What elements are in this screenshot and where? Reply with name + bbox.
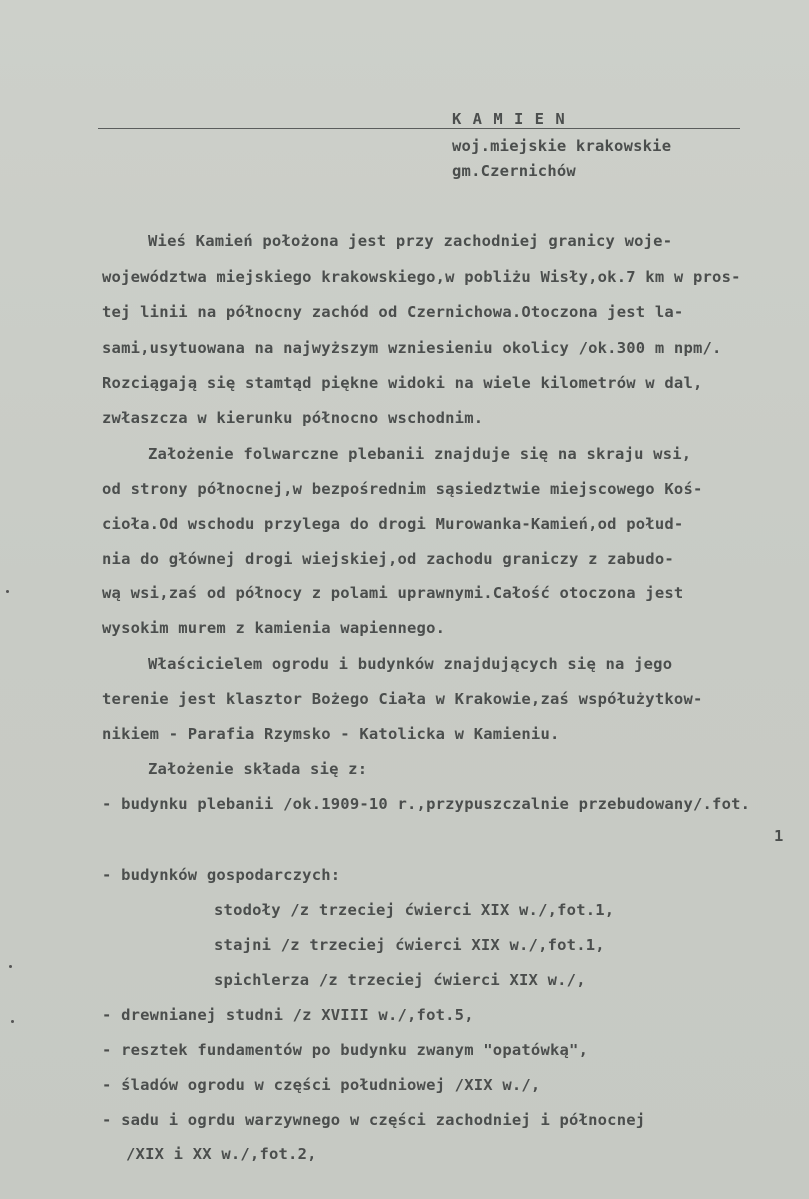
p2-line-1: Założenie folwarczne plebanii znajduje się na skraju wsi, [148, 445, 692, 463]
list-item-1: - budynku plebanii /ok.1909-10 r.,przypuszczalnie przebudowany/.fot. [102, 795, 751, 813]
margin-speck [11, 1020, 14, 1023]
list-item-6-cont: /XIX i XX w./,fot.2, [126, 1145, 317, 1163]
p2-line-3: cioła.Od wschodu przylega do drogi Murowanka-Kamień,od połud- [102, 515, 684, 533]
p1-line-6: zwłaszcza w kierunku północno wschodnim. [102, 409, 484, 427]
list-item-5: - śladów ogrodu w części południowej /XIX w./, [102, 1076, 541, 1094]
list-subitem-2: stajni /z trzeciej ćwierci XIX w./,fot.1, [214, 936, 605, 954]
list-item-3: - drewnianej studni /z XVIII w./,fot.5, [102, 1006, 474, 1024]
p2-line-6: wysokim murem z kamienia wapiennego. [102, 619, 446, 637]
list-item-2: - budynków gospodarczych: [102, 866, 341, 884]
p2-line-2: od strony północnej,w bezpośrednim sąsiedztwie miejscowego Koś- [102, 480, 703, 498]
margin-speck [6, 590, 9, 593]
p3-line-3: nikiem - Parafia Rzymsko - Katolicka w Kamieniu. [102, 725, 560, 743]
list-item-4: - resztek fundamentów po budynku zwanym "opatówką", [102, 1041, 589, 1059]
p3-line-1: Właścicielem ogrodu i budynków znajdujących się na jego [148, 655, 673, 673]
list-subitem-3: spichlerza /z trzeciej ćwierci XIX w./, [214, 971, 586, 989]
header-line-2: gm.Czernichów [452, 162, 576, 180]
p2-line-4: nia do głównej drogi wiejskiej,od zachodu graniczy z zabudo- [102, 550, 674, 568]
p1-line-1: Wieś Kamień położona jest przy zachodniej granicy woje- [148, 232, 673, 250]
margin-speck [9, 965, 12, 968]
p1-line-2: województwa miejskiego krakowskiego,w pobliżu Wisły,ok.7 km w pros- [102, 268, 741, 286]
p3-line-2: terenie jest klasztor Bożego Ciała w Krakowie,zaś współużytkow- [102, 690, 703, 708]
p2-line-5: wą wsi,zaś od północy z polami uprawnymi.Całość otoczona jest [102, 584, 684, 602]
p4-line: Założenie składa się z: [148, 760, 368, 778]
list-item-6: - sadu i ogrdu warzywnego w części zachodniej i północnej [102, 1111, 646, 1129]
p1-line-4: sami,usytuowana na najwyższym wzniesieniu okolicy /ok.300 m npm/. [102, 339, 722, 357]
list-item-1-cont: 1 [774, 827, 784, 845]
p1-line-5: Rozciągają się stamtąd piękne widoki na wiele kilometrów w dal, [102, 374, 703, 392]
header-rule [98, 128, 740, 129]
place-name: K A M I E N [452, 110, 566, 128]
list-subitem-1: stodoły /z trzeciej ćwierci XIX w./,fot.1, [214, 901, 615, 919]
p1-line-3: tej linii na północny zachód od Czernichowa.Otoczona jest la- [102, 303, 684, 321]
header-line-1: woj.miejskie krakowskie [452, 137, 672, 155]
